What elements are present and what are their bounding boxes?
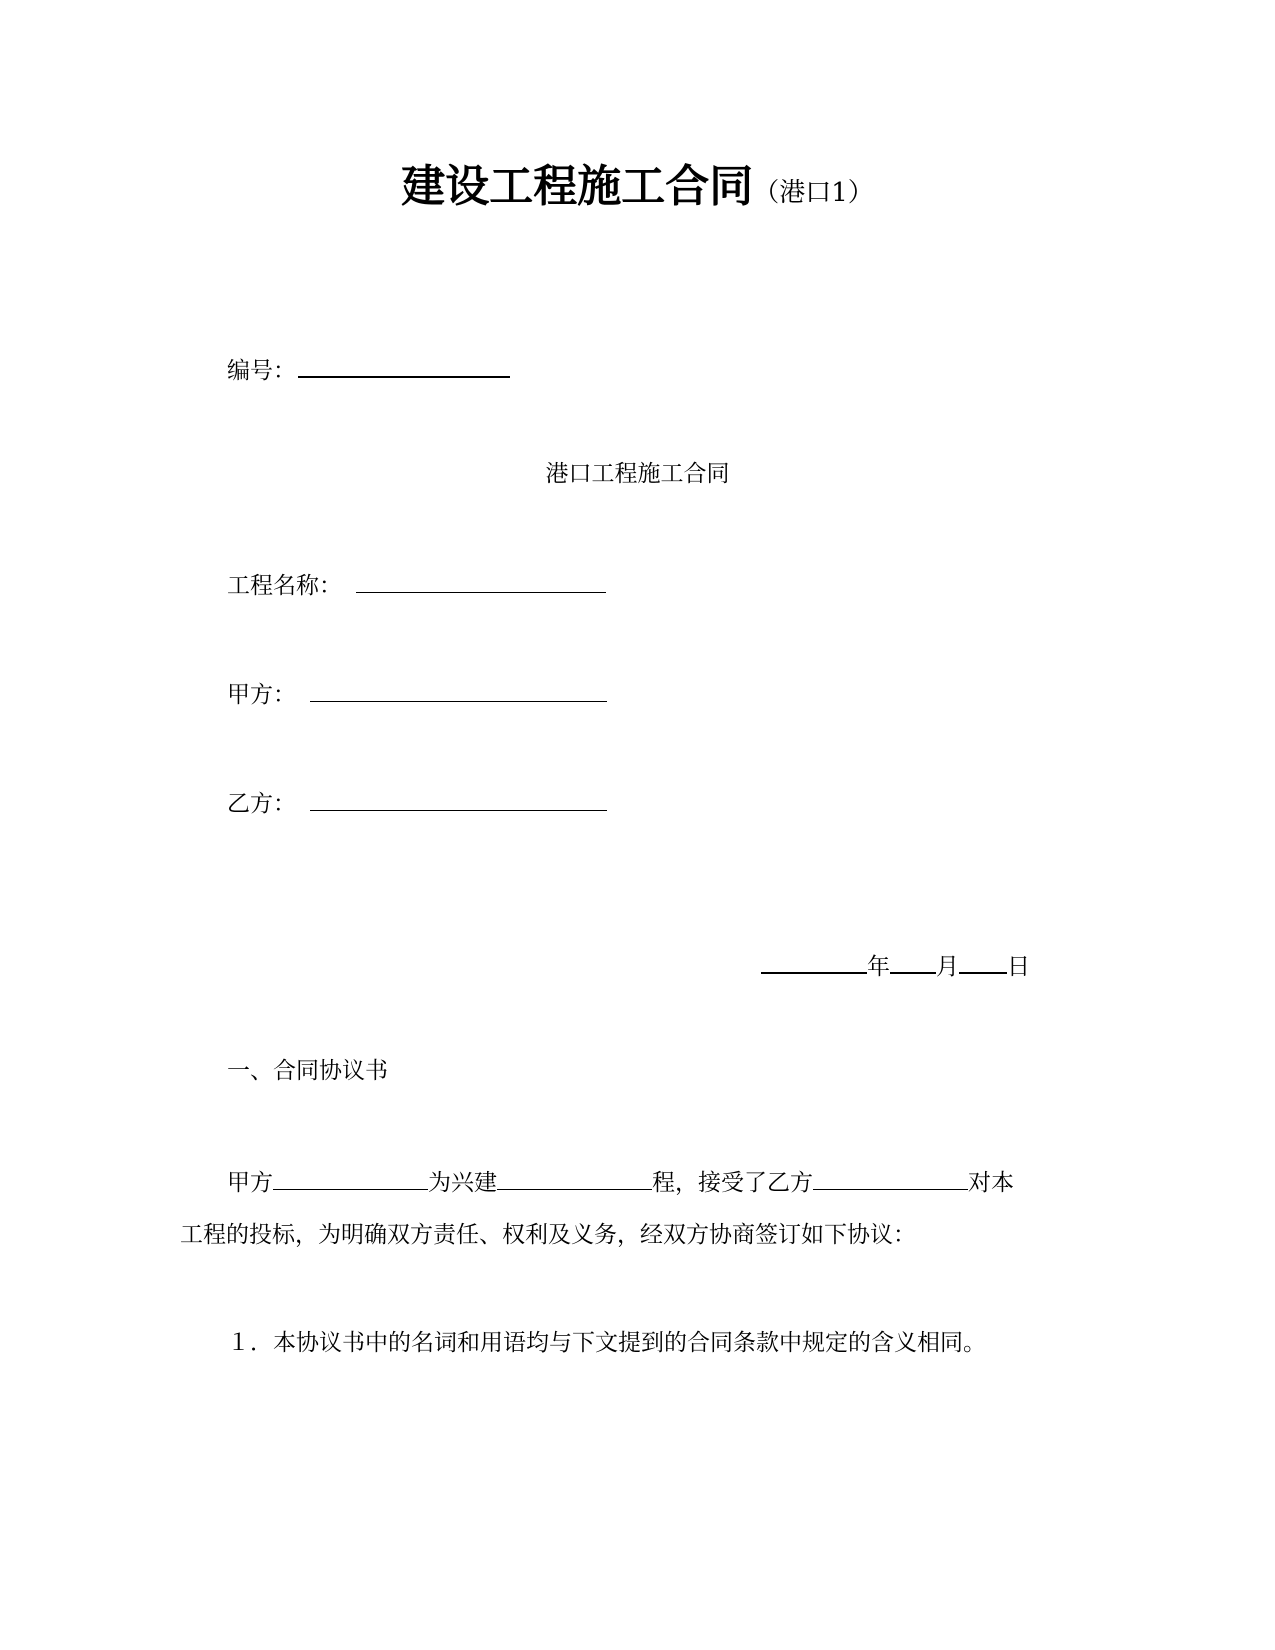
day-label: 日 <box>1007 954 1030 980</box>
month-field[interactable] <box>890 948 936 974</box>
date-line <box>761 948 1030 982</box>
intro-line-2: 工程的投标，为明确双方责任、权利及义务，经双方协商签订如下协议： <box>180 1222 916 1248</box>
title-main: 建设工程施工合同 <box>401 161 754 212</box>
project-name-label: 工程名称： <box>227 573 342 599</box>
intro-part-2: 为兴建 <box>428 1170 497 1196</box>
clause-1: １．本协议书中的名词和用语均与下文提到的合同条款中规定的含义相同。 <box>227 1330 986 1356</box>
intro-part-3: 程，接受了乙方 <box>652 1170 813 1196</box>
year-field[interactable] <box>761 948 867 974</box>
project-name-line <box>227 568 606 601</box>
year-label: 年 <box>867 954 890 980</box>
party-b-name-field[interactable] <box>813 1165 968 1190</box>
month-label: 月 <box>936 954 959 980</box>
project-name-field[interactable] <box>356 568 606 593</box>
serial-number-field[interactable] <box>298 352 510 378</box>
document-title <box>0 150 1275 214</box>
party-b-line <box>227 786 607 819</box>
serial-number-label: 编号： <box>227 358 296 384</box>
intro-line-1 <box>227 1165 1014 1198</box>
title-sub: （港口1） <box>753 178 874 208</box>
party-a-label: 甲方： <box>227 682 296 708</box>
intro-part-4: 对本 <box>968 1170 1014 1196</box>
serial-number-line <box>227 352 510 386</box>
party-b-label: 乙方： <box>227 791 296 817</box>
document-subtitle: 港口工程施工合同 <box>545 461 730 487</box>
party-a-name-field[interactable] <box>273 1165 428 1190</box>
intro-part-1: 甲方 <box>227 1170 273 1196</box>
project-field[interactable] <box>497 1165 652 1190</box>
party-a-line <box>227 677 607 710</box>
party-b-field[interactable] <box>310 786 607 811</box>
day-field[interactable] <box>959 948 1007 974</box>
party-a-field[interactable] <box>310 677 607 702</box>
section-heading: 一、合同协议书 <box>227 1058 388 1084</box>
